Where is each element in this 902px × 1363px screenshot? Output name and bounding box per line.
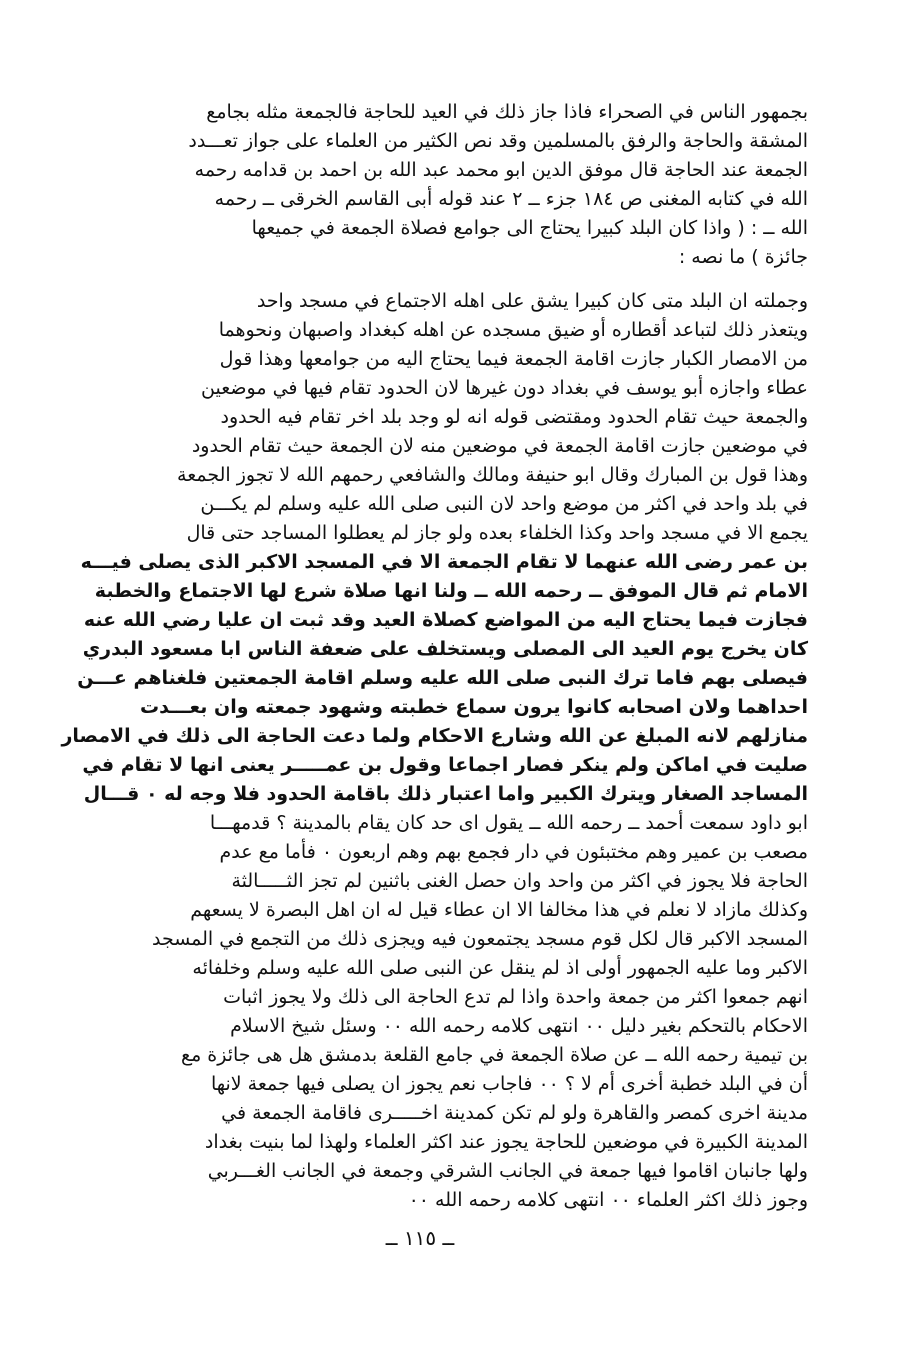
- text-line: الله ــ : ( واذا كان البلد كبيرا يحتاج الى جوامع فصلاة الجمعة في جميعها: [251, 217, 808, 239]
- text-line: بجمهور الناس في الصحراء فاذا جاز ذلك في العيد للحاجة فالجمعة مثله بجامع: [206, 101, 808, 123]
- text-line: وهذا قول بن المبارك وقال ابو حنيفة ومالك والشافعي رحمهم الله لا تجوز الجمعة: [177, 464, 808, 486]
- text-line: الله في كتابه المغنى ص ١٨٤ جزء ــ ٢ عند قوله أبى القاسم الخرقى ــ رحمه: [214, 188, 808, 210]
- text-line: ويتعذر ذلك لتباعد أقطاره أو ضيق مسجده عن اهله كبغداد واصبهان ونحوهما: [218, 319, 808, 341]
- text-line: ابو داود سمعت أحمد ــ رحمه الله ــ يقول اى حد كان يقام بالمدينة ؟ قدمهـــا: [209, 812, 808, 834]
- text-line: مصعب بن عمير وهم مختبئون في دار فجمع بهم وهم اربعون ٠ فأما مع عدم: [219, 841, 808, 863]
- text-line: المشقة والحاجة والرفق بالمسلمين وقد نص الكثير من العلماء على جواز تعـــدد: [188, 130, 808, 152]
- text-line-bold: بن عمر رضى الله عنهما لا تقام الجمعة الا في المسجد الاكبر الذى يصلى فيـــه: [80, 551, 808, 573]
- text-line-bold: فيصلى بهم فاما ترك النبى صلى الله عليه وسلم اقامة الجمعتين فلغناهم عـــن: [77, 667, 808, 689]
- text-line: وجوز ذلك اكثر العلماء ٠٠ انتهى كلامه رحمه الله ٠٠: [408, 1189, 808, 1211]
- text-line-bold: احداهما ولان اصحابه كانوا يرون سماع خطبته وشهود جمعته وان بعـــدت: [140, 696, 808, 718]
- text-line: الاحكام بالتحكم بغير دليل ٠٠ انتهى كلامه رحمه الله ٠٠ وسئل شيخ الاسلام: [230, 1015, 808, 1037]
- text-line: أن في البلد خطبة أخرى أم لا ؟ ٠٠ فاجاب نعم يجوز ان يصلى فيها جمعة لانها: [210, 1073, 808, 1095]
- text-line: في بلد واحد في اكثر من موضع واحد لان النبى صلى الله عليه وسلم لم يكـــن: [200, 493, 808, 515]
- text-line-bold: صليت في اماكن ولم ينكر فصار اجماعا وقول بن عمـــــر يعنى انها لا تقام في: [82, 754, 808, 776]
- text-line: وكذلك مازاد لا نعلم في هذا مخالفا الا ان عطاء قيل له ان اهل البصرة لا يسعهم: [190, 899, 808, 921]
- text-line-bold: منازلهم لانه المبلغ عن الله وشارع الاحكام ولما دعت الحاجة الى ذلك في الامصار: [61, 725, 808, 747]
- text-line: بن تيمية رحمه الله ــ عن صلاة الجمعة في جامع القلعة بدمشق هل هى جائزة مع: [180, 1044, 808, 1066]
- text-line: مدينة اخرى كمصر والقاهرة ولو لم تكن كمدينة اخـــــرى فاقامة الجمعة في: [221, 1102, 808, 1124]
- text-line: انهم جمعوا اكثر من جمعة واحدة واذا لم تدع الحاجة الى ذلك ولا يجوز اثبات: [223, 986, 808, 1008]
- text-line: عطاء واجازه أبو يوسف في بغداد دون غيرها لان الحدود تقام فيها في موضعين: [201, 377, 808, 399]
- text-line: الاكبر وما عليه الجمهور أولى اذ لم ينقل عن النبى صلى الله عليه وسلم وخلفائه: [192, 957, 808, 979]
- text-line-bold: فجازت فيما يحتاج اليه من المواضع كصلاة العيد وقد ثبت ان عليا رضي الله عنه: [83, 609, 808, 631]
- text-line: والجمعة حيث تقام الحدود ومقتضى قوله انه لو وجد بلد اخر تقام فيه الحدود: [220, 406, 808, 428]
- text-line-bold: المساجد الصغار ويترك الكبير واما اعتبار ذلك باقامة الحدود فلا وجه له ٠ قـــال: [83, 783, 808, 805]
- text-line: في موضعين جازت اقامة الجمعة في موضعين منه لان الجمعة حيث تقام الحدود: [191, 435, 808, 457]
- text-line: من الامصار الكبار جازت اقامة الجمعة فيما يحتاج اليه من جوامعها وهذا قول: [219, 348, 808, 370]
- text-line: الجمعة عند الحاجة قال موفق الدين ابو محمد عبد الله بن احمد بن قدامه رحمه: [194, 159, 808, 181]
- paragraph-intro: [96, 98, 808, 272]
- text-line: المسجد الاكبر قال لكل قوم مسجد يجتمعون فيه ويجزى ذلك من التجمع في المسجد: [151, 928, 808, 950]
- text-line: جائزة ) ما نصه :: [678, 246, 808, 268]
- text-line: يجمع الا في مسجد واحد وكذا الخلفاء بعده ولو جاز لم يعطلوا المساجد حتى قال: [186, 522, 808, 544]
- text-line: وجملته ان البلد متى كان كبيرا يشق على اهله الاجتماع في مسجد واحد: [256, 290, 808, 312]
- text-line: ولها جانبان اقاموا فيها جمعة في الجانب الشرقي وجمعة في الجانب الغـــربي: [207, 1160, 808, 1182]
- text-line: المدينة الكبيرة في موضعين للحاجة يجوز عند اكثر العلماء ولهذا لما بنيت بغداد: [204, 1131, 808, 1153]
- text-line-bold: الامام ثم قال الموفق ــ رحمه الله ــ ولنا انها صلاة شرع لها الاجتماع والخطبة: [94, 580, 808, 602]
- page-number: ــ ١١٥ ــ: [385, 1226, 455, 1250]
- paragraph-quotation: [61, 287, 808, 1215]
- text-line-bold: كان يخرج يوم العيد الى المصلى ويستخلف على ضعفة الناس ابا مسعود البدري: [82, 638, 808, 660]
- text-line: الحاجة فلا يجوز في اكثر من واحد وان حصل الغنى باثنين لم تجز الثـــــالثة: [231, 870, 808, 892]
